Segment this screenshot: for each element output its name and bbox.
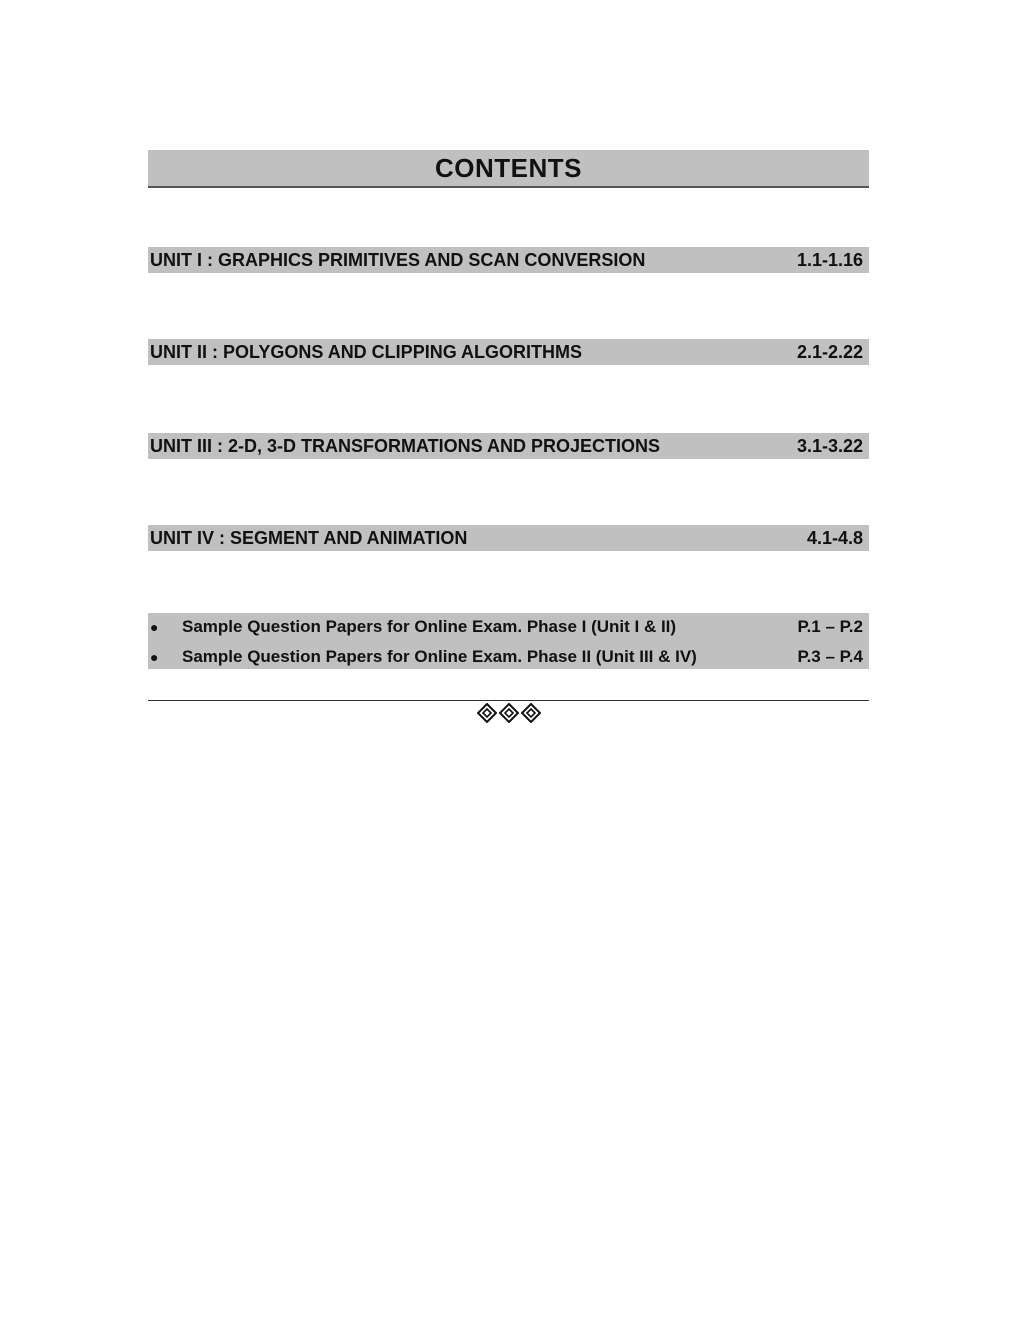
toc-entry-unit-2[interactable] (148, 339, 869, 365)
toc-entry-label: UNIT I : GRAPHICS PRIMITIVES AND SCAN CONVERSION (150, 249, 646, 270)
diamond-ornament-icon (499, 703, 519, 723)
toc-entry-unit-1[interactable] (148, 247, 869, 273)
bullet-icon: ● (150, 619, 159, 635)
toc-entry-unit-3[interactable] (148, 433, 869, 459)
sample-paper-pages: P.3 – P.4 (797, 647, 863, 666)
sample-paper-label: Sample Question Papers for Online Exam. Phase II (Unit III & IV) (182, 647, 697, 666)
toc-entry-unit-4[interactable] (148, 525, 869, 551)
contents-title: CONTENTS (435, 152, 582, 183)
sample-paper-pages: P.1 – P.2 (797, 617, 863, 636)
toc-entry-label: UNIT IV : SEGMENT AND ANIMATION (150, 527, 468, 548)
toc-entry-label: UNIT II : POLYGONS AND CLIPPING ALGORITHMS (150, 341, 583, 362)
diamond-ornament-icon (477, 703, 497, 723)
sample-paper-entry-2[interactable] (148, 643, 869, 671)
toc-entry-pages: 2.1-2.22 (796, 341, 863, 362)
ornament-row (148, 703, 869, 723)
toc-entry-pages: 4.1-4.8 (806, 527, 863, 548)
end-divider (148, 700, 869, 701)
toc-entry-pages: 3.1-3.22 (796, 435, 863, 456)
diamond-ornament-icon (521, 703, 541, 723)
sample-papers-box (148, 613, 869, 669)
contents-page (148, 0, 869, 1320)
sample-paper-entry-1[interactable] (148, 613, 869, 641)
toc-entry-label: UNIT III : 2-D, 3-D TRANSFORMATIONS AND PROJECTIONS (150, 435, 661, 456)
sample-paper-label: Sample Question Papers for Online Exam. Phase I (Unit I & II) (182, 617, 677, 636)
contents-heading-bar (148, 150, 869, 188)
bullet-icon: ● (150, 649, 159, 665)
toc-entry-pages: 1.1-1.16 (796, 249, 863, 270)
